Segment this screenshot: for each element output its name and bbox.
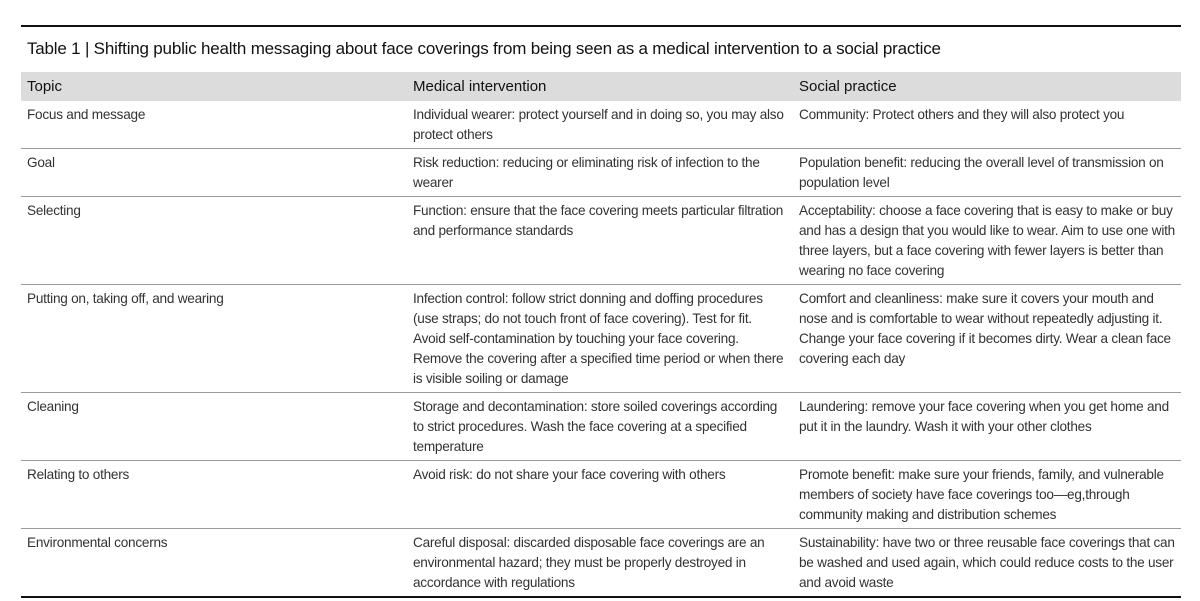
table-body [21, 101, 1181, 597]
title-gap [21, 61, 1181, 72]
table-row [21, 149, 1181, 197]
header-social-practice: Social practice [793, 72, 1181, 101]
table-container [21, 25, 1181, 598]
table-row [21, 197, 1181, 285]
cell-medical: Individual wearer: protect yourself and in doing so, you may also protect others [407, 101, 793, 149]
table-row [21, 529, 1181, 598]
table-title: Table 1 | Shifting public health messaging about face coverings from being seen as a medical intervention to a social practice [27, 39, 941, 58]
cell-social: Sustainability: have two or three reusable face coverings that can be washed and used again, which could reduce costs to the user and avoid waste [793, 529, 1181, 598]
cell-medical: Careful disposal: discarded disposable face coverings are an environmental hazard; they must be properly destroyed in accordance with regulations [407, 529, 793, 598]
cell-social: Community: Protect others and they will also protect you [793, 101, 1181, 149]
cell-social: Laundering: remove your face covering when you get home and put it in the laundry. Wash it with your other clothes [793, 393, 1181, 461]
cell-social: Comfort and cleanliness: make sure it covers your mouth and nose and is comfortable to wear without repeatedly adjusting it. Change your face covering if it becomes dirty. Wear a clean face covering each day [793, 285, 1181, 393]
cell-topic: Cleaning [21, 393, 407, 461]
cell-medical: Avoid risk: do not share your face covering with others [407, 461, 793, 529]
header-row [21, 72, 1181, 101]
cell-topic: Focus and message [21, 101, 407, 149]
cell-topic: Relating to others [21, 461, 407, 529]
cell-social: Promote benefit: make sure your friends, family, and vulnerable members of society have face coverings too—eg,through community making and distribution schemes [793, 461, 1181, 529]
cell-medical: Function: ensure that the face covering meets particular filtration and performance standards [407, 197, 793, 285]
header-topic: Topic [21, 72, 407, 101]
cell-medical: Risk reduction: reducing or eliminating risk of infection to the wearer [407, 149, 793, 197]
comparison-table [21, 72, 1181, 598]
table-row [21, 461, 1181, 529]
cell-medical: Infection control: follow strict donning and doffing procedures (use straps; do not touch front of face covering). Test for fit. Avoid self-contamination by touching your face covering. Remove the covering after a specified time period or when there is visible soiling or damage [407, 285, 793, 393]
header-medical-intervention: Medical intervention [407, 72, 793, 101]
cell-social: Acceptability: choose a face covering that is easy to make or buy and has a design that you would like to wear. Aim to use one with three layers, but a face covering with fewer layers is better than wearing no face covering [793, 197, 1181, 285]
table-row [21, 285, 1181, 393]
cell-topic: Putting on, taking off, and wearing [21, 285, 407, 393]
table-row [21, 393, 1181, 461]
cell-topic: Environmental concerns [21, 529, 407, 598]
cell-social: Population benefit: reducing the overall level of transmission on population level [793, 149, 1181, 197]
cell-topic: Selecting [21, 197, 407, 285]
cell-topic: Goal [21, 149, 407, 197]
table-row [21, 101, 1181, 149]
table-header [21, 72, 1181, 101]
cell-medical: Storage and decontamination: store soiled coverings according to strict procedures. Wash the face covering at a specified temperature [407, 393, 793, 461]
